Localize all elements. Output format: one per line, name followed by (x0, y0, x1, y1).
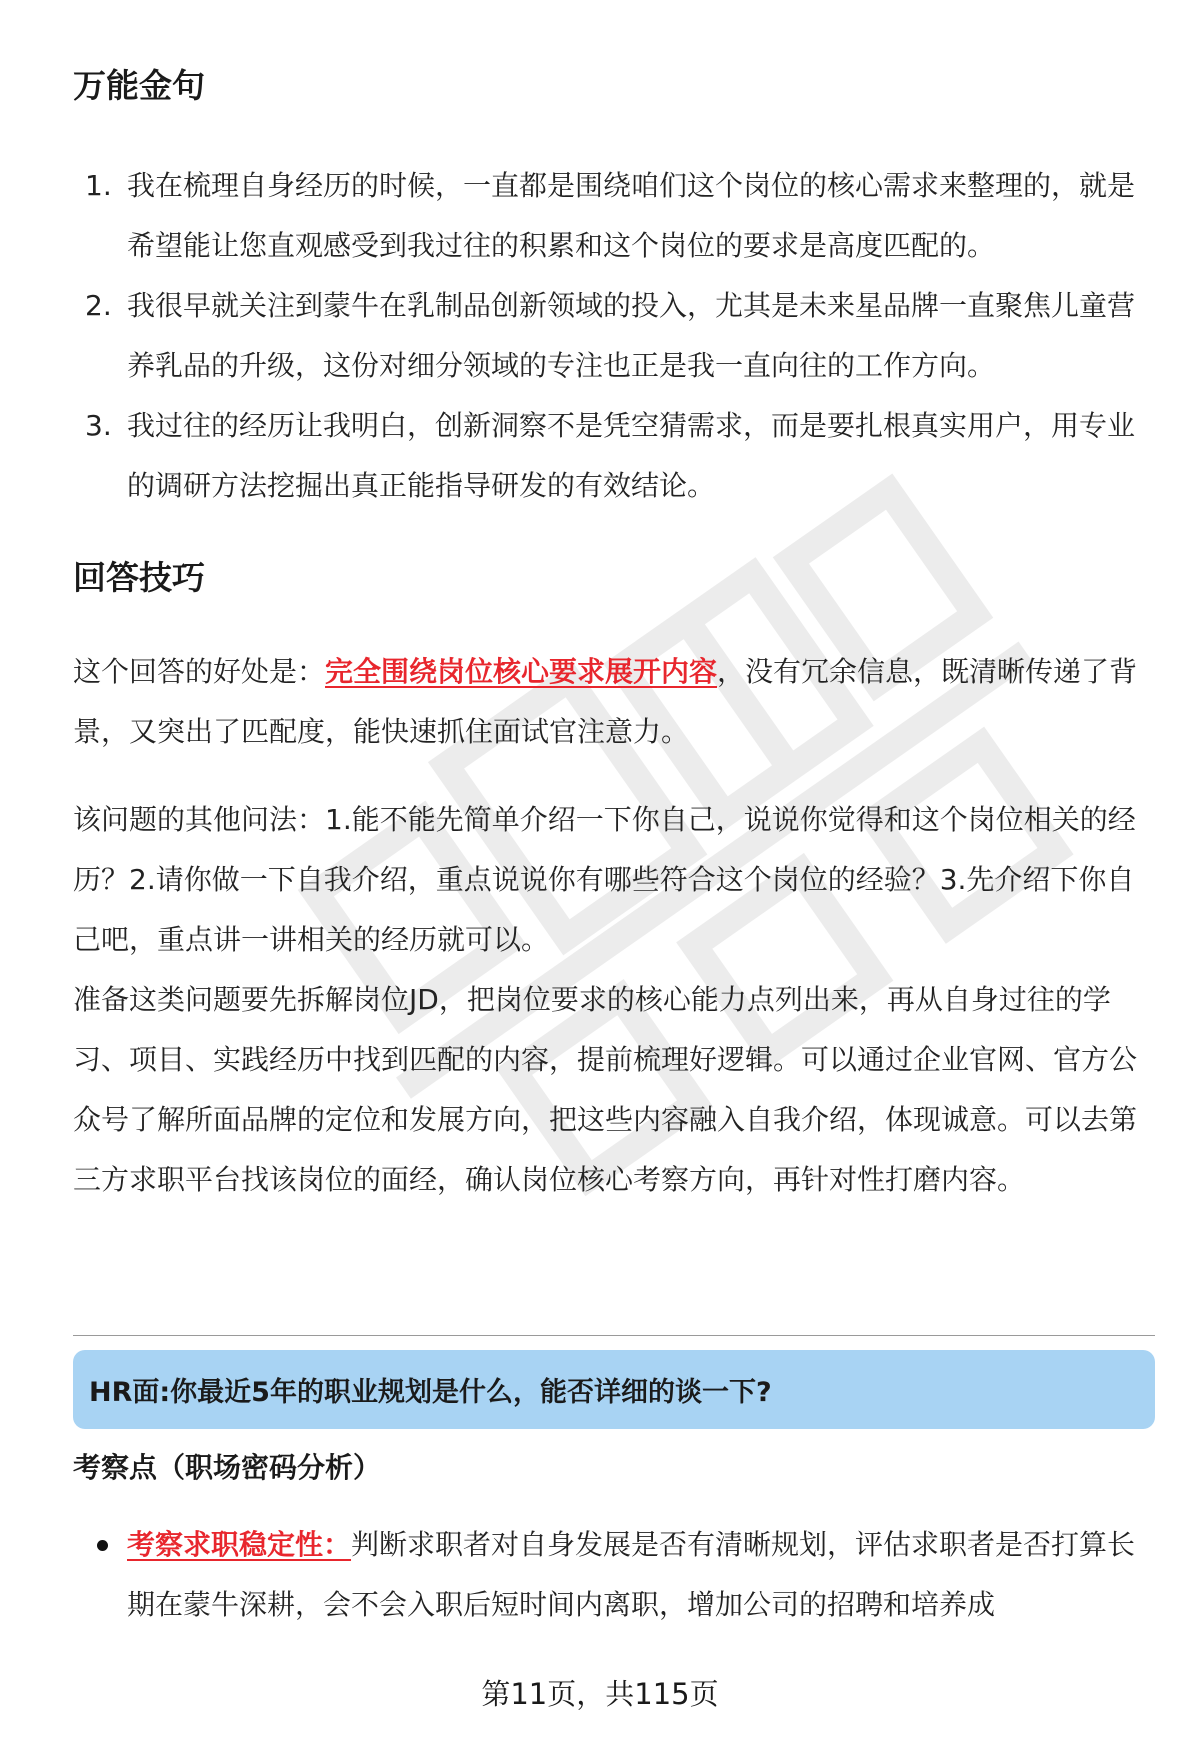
preparation-paragraph: 准备这类问题要先拆解岗位JD，把岗位要求的核心能力点列出来，再从自身过往的学习、项目、实践经历中找到匹配的内容，提前梳理好逻辑。可以通过企业官网、官方公众号了解所面品牌的定位和发展方向，把这些内容融入自我介绍，体现诚意。可以去第三方求职平台找该岗位的面经，确认岗位核心考察方向，再针对性打磨内容。 (73, 983, 1138, 1196)
list-item-text: 我很早就关注到蒙牛在乳制品创新领域的投入，尤其是未来星品牌一直聚焦儿童营养乳品的升级，这份对细分领域的专注也正是我一直向往的工作方向。 (127, 289, 1136, 382)
question-banner (73, 1350, 1155, 1429)
question-text: HR面:你最近5年的职业规划是什么，能否详细的谈一下? (89, 1377, 772, 1408)
list-item (73, 156, 1155, 276)
list-item-text: 我在梳理自身经历的时候，一直都是围绕咱们这个岗位的核心需求来整理的，就是希望能让您直观感受到我过往的积累和这个岗位的要求是高度匹配的。 (127, 169, 1136, 262)
analysis-highlight: 考察求职稳定性： (127, 1528, 352, 1561)
page-footer: 第11页，共115页 (481, 1677, 719, 1711)
list-item (73, 1515, 1155, 1635)
list-item (73, 276, 1155, 396)
analysis-text: 判断求职者对自身发展是否有清晰规划，评估求职者是否打算长期在蒙牛深耕，会不会入职后短时间内离职，增加公司的招聘和培养成 (127, 1528, 1136, 1621)
section-divider (73, 1335, 1155, 1336)
analysis-title: 考察点（职场密码分析） (73, 1451, 382, 1484)
alternate-questions-paragraph: 该问题的其他问法：1.能不能先简单介绍一下你自己，说说你觉得和这个岗位相关的经历？2.请你做一下自我介绍，重点说说你有哪些符合这个岗位的经验？3.先介绍下你自己吧，重点讲一讲相关的经历就可以。 (73, 803, 1136, 956)
analysis-list (73, 1515, 1155, 1635)
bullet-icon (97, 1540, 108, 1551)
list-item (73, 396, 1155, 516)
section-title-answer-tips: 回答技巧 (73, 558, 205, 597)
golden-sentences-list (73, 156, 1155, 516)
benefit-suffix: ，没有冗余信息，既清晰传递了背景，又突出了匹配度，能快速抓住面试官注意力。 (73, 655, 1138, 748)
section-title-golden-sentences: 万能金句 (73, 66, 205, 105)
main-content (73, 62, 1155, 1210)
list-item-number: 2. (85, 289, 112, 322)
list-item-number: 1. (85, 169, 112, 202)
answer-benefit-paragraph (73, 642, 1155, 762)
list-item-text: 我过往的经历让我明白，创新洞察不是凭空猜需求，而是要扎根真实用户，用专业的调研方法挖掘出真正能指导研发的有效结论。 (127, 409, 1136, 502)
benefit-prefix: 这个回答的好处是： (73, 655, 326, 688)
list-item-number: 3. (85, 409, 112, 442)
benefit-highlight: 完全围绕岗位核心要求展开内容 (325, 655, 718, 688)
